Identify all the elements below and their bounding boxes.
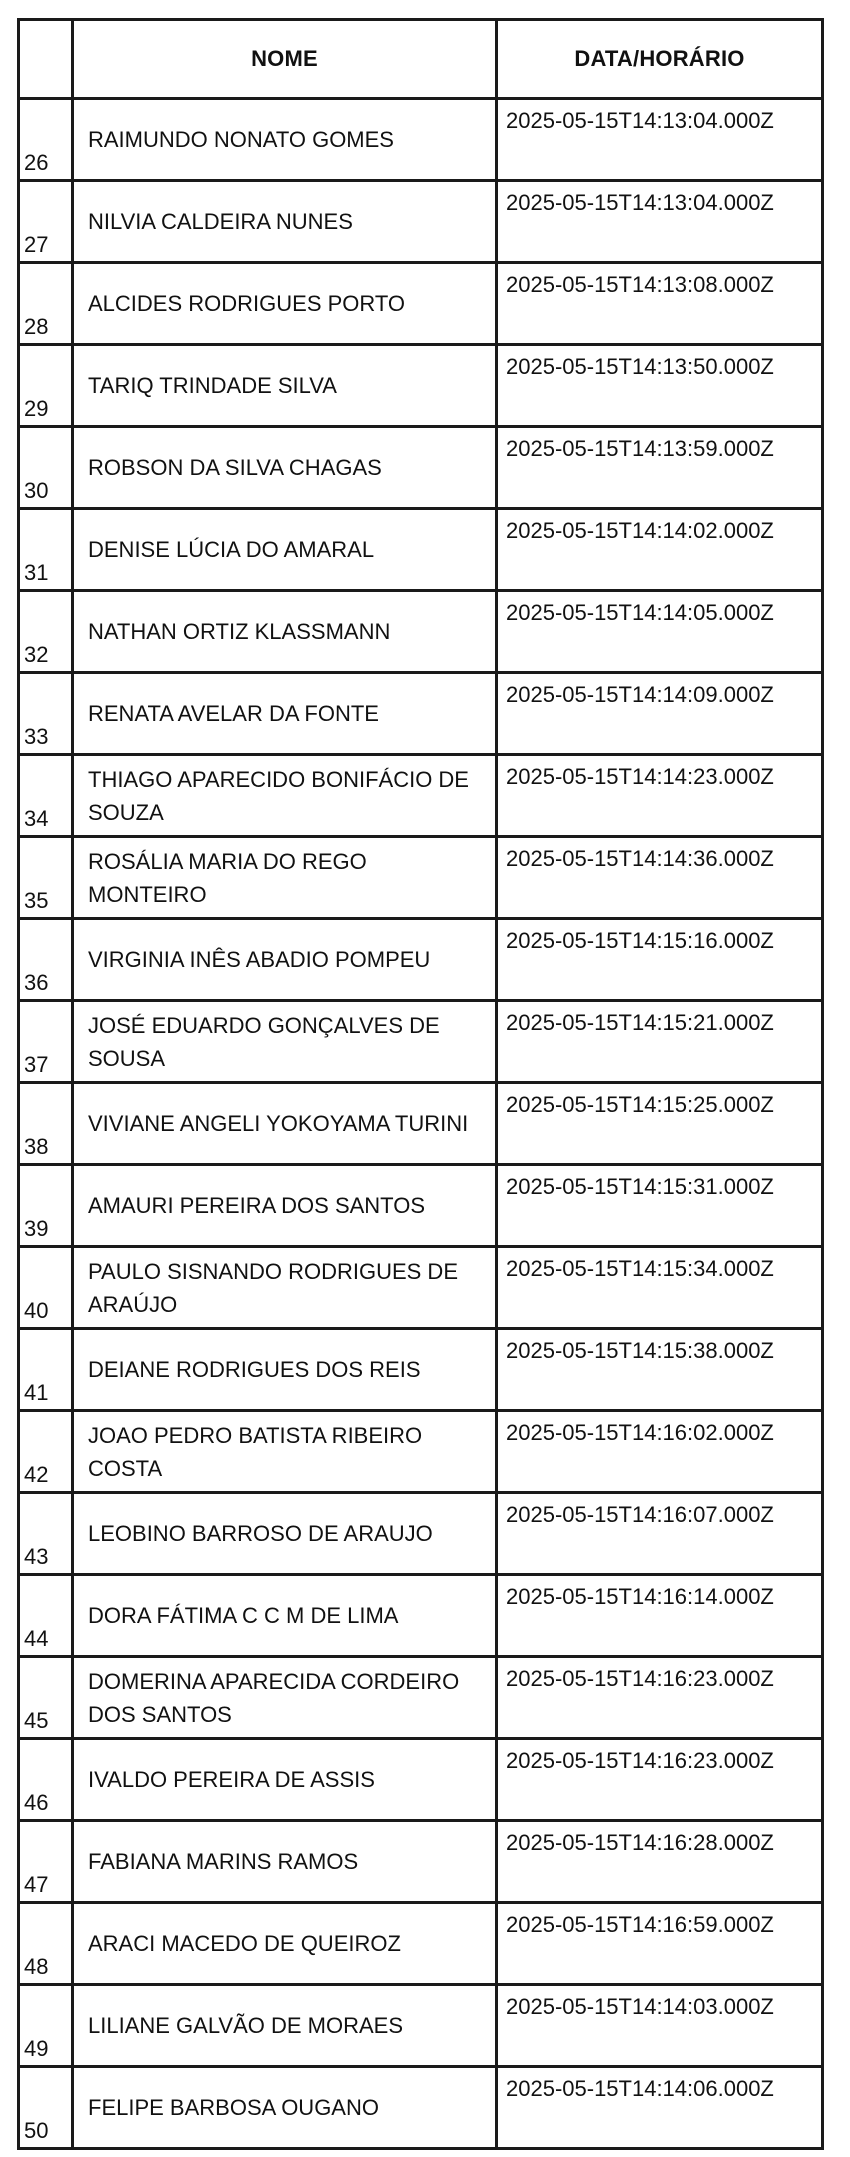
row-datetime: 2025-05-15T14:14:36.000Z [497,837,823,919]
table-row [19,1001,823,1083]
table-row [19,181,823,263]
row-name: JOAO PEDRO BATISTA RIBEIRO COSTA [73,1411,497,1493]
table-row [19,1493,823,1575]
row-number: 42 [19,1411,73,1493]
row-datetime: 2025-05-15T14:16:23.000Z [497,1657,823,1739]
row-datetime: 2025-05-15T14:14:02.000Z [497,509,823,591]
row-number: 38 [19,1083,73,1165]
table-row [19,1985,823,2067]
row-datetime: 2025-05-15T14:16:07.000Z [497,1493,823,1575]
row-number: 43 [19,1493,73,1575]
participants-table [17,18,824,2150]
row-number: 47 [19,1821,73,1903]
row-datetime: 2025-05-15T14:16:23.000Z [497,1739,823,1821]
row-name: VIRGINIA INÊS ABADIO POMPEU [73,919,497,1001]
row-number: 50 [19,2067,73,2149]
row-number: 48 [19,1903,73,1985]
row-name: ROSÁLIA MARIA DO REGO MONTEIRO [73,837,497,919]
table-row [19,1247,823,1329]
row-number: 30 [19,427,73,509]
row-datetime: 2025-05-15T14:14:03.000Z [497,1985,823,2067]
header-number [19,20,73,99]
row-datetime: 2025-05-15T14:16:14.000Z [497,1575,823,1657]
table-row [19,1821,823,1903]
row-number: 29 [19,345,73,427]
row-datetime: 2025-05-15T14:14:09.000Z [497,673,823,755]
row-number: 33 [19,673,73,755]
row-datetime: 2025-05-15T14:13:59.000Z [497,427,823,509]
header-name: NOME [73,20,497,99]
row-name: ALCIDES RODRIGUES PORTO [73,263,497,345]
row-datetime: 2025-05-15T14:13:04.000Z [497,181,823,263]
row-number: 39 [19,1165,73,1247]
row-name: IVALDO PEREIRA DE ASSIS [73,1739,497,1821]
table-row [19,1739,823,1821]
row-name: ARACI MACEDO DE QUEIROZ [73,1903,497,1985]
row-datetime: 2025-05-15T14:14:23.000Z [497,755,823,837]
row-name: LILIANE GALVÃO DE MORAES [73,1985,497,2067]
row-name: DORA FÁTIMA C C M DE LIMA [73,1575,497,1657]
row-datetime: 2025-05-15T14:16:59.000Z [497,1903,823,1985]
row-number: 40 [19,1247,73,1329]
row-number: 37 [19,1001,73,1083]
table-row [19,1657,823,1739]
table-row [19,837,823,919]
row-name: THIAGO APARECIDO BONIFÁCIO DE SOUZA [73,755,497,837]
row-number: 35 [19,837,73,919]
row-number: 27 [19,181,73,263]
row-datetime: 2025-05-15T14:15:16.000Z [497,919,823,1001]
table-row [19,1083,823,1165]
row-name: ROBSON DA SILVA CHAGAS [73,427,497,509]
row-number: 49 [19,1985,73,2067]
row-name: FELIPE BARBOSA OUGANO [73,2067,497,2149]
row-datetime: 2025-05-15T14:13:08.000Z [497,263,823,345]
row-number: 41 [19,1329,73,1411]
row-datetime: 2025-05-15T14:15:25.000Z [497,1083,823,1165]
row-datetime: 2025-05-15T14:15:21.000Z [497,1001,823,1083]
row-number: 31 [19,509,73,591]
row-number: 36 [19,919,73,1001]
row-datetime: 2025-05-15T14:14:06.000Z [497,2067,823,2149]
row-name: DEIANE RODRIGUES DOS REIS [73,1329,497,1411]
row-number: 44 [19,1575,73,1657]
row-name: DENISE LÚCIA DO AMARAL [73,509,497,591]
row-name: PAULO SISNANDO RODRIGUES DE ARAÚJO [73,1247,497,1329]
row-datetime: 2025-05-15T14:13:50.000Z [497,345,823,427]
row-name: VIVIANE ANGELI YOKOYAMA TURINI [73,1083,497,1165]
row-number: 46 [19,1739,73,1821]
row-name: AMAURI PEREIRA DOS SANTOS [73,1165,497,1247]
row-name: NILVIA CALDEIRA NUNES [73,181,497,263]
row-name: JOSÉ EDUARDO GONÇALVES DE SOUSA [73,1001,497,1083]
row-number: 32 [19,591,73,673]
row-datetime: 2025-05-15T14:14:05.000Z [497,591,823,673]
table-header [19,20,823,99]
table-row [19,1165,823,1247]
table-row [19,1329,823,1411]
table-body [19,99,823,2149]
table-row [19,755,823,837]
row-datetime: 2025-05-15T14:13:04.000Z [497,99,823,181]
row-name: RENATA AVELAR DA FONTE [73,673,497,755]
table-row [19,1411,823,1493]
table-row [19,509,823,591]
row-name: TARIQ TRINDADE SILVA [73,345,497,427]
row-name: RAIMUNDO NONATO GOMES [73,99,497,181]
table-row [19,99,823,181]
row-name: LEOBINO BARROSO DE ARAUJO [73,1493,497,1575]
row-name: FABIANA MARINS RAMOS [73,1821,497,1903]
row-name: DOMERINA APARECIDA CORDEIRO DOS SANTOS [73,1657,497,1739]
table-row [19,591,823,673]
table-row [19,427,823,509]
row-datetime: 2025-05-15T14:16:02.000Z [497,1411,823,1493]
row-number: 34 [19,755,73,837]
table-row [19,1575,823,1657]
row-number: 45 [19,1657,73,1739]
row-number: 28 [19,263,73,345]
table-row [19,919,823,1001]
table-row [19,345,823,427]
row-datetime: 2025-05-15T14:15:31.000Z [497,1165,823,1247]
row-name: NATHAN ORTIZ KLASSMANN [73,591,497,673]
table-row [19,1903,823,1985]
table-row [19,263,823,345]
row-number: 26 [19,99,73,181]
row-datetime: 2025-05-15T14:15:38.000Z [497,1329,823,1411]
table-row [19,2067,823,2149]
header-datetime: DATA/HORÁRIO [497,20,823,99]
row-datetime: 2025-05-15T14:15:34.000Z [497,1247,823,1329]
row-datetime: 2025-05-15T14:16:28.000Z [497,1821,823,1903]
header-row [19,20,823,99]
table-row [19,673,823,755]
